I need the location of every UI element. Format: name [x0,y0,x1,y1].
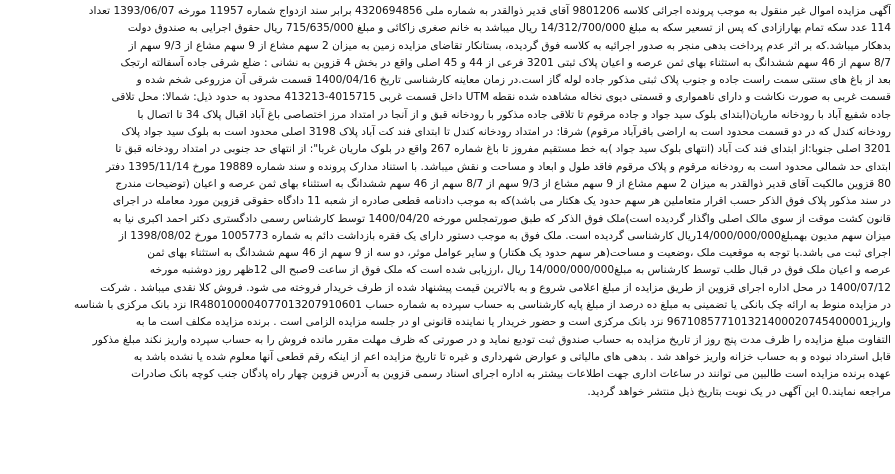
notice-line: در سند مذکور پلاک فوق الذکر حسب اقرار متعاملین هر سهم حدود یک هکتار می باشد)که به موجب دادنامه قطعی صادره از شعبه 11 دادگاه حقوقی قزوین مورد معامله در اجرای [112,195,891,208]
notice-line: 80 قزوین مالکیت آقای قدیر ذوالقدر به میزان 2 سهم مشاع از 9 سهم مشاع از 9/3 سهم از 8/7 سهم از 46 سهم ششدانگ به استثناء بهای ثمن عرصه و اعیان (توضیحات مندرج [115,177,891,190]
notice-line: 1400/07/12 در محل اداره اجرای قزوین از طریق مزایده از مبلغ اعلامی شروع و به بالاترین قیمت پیشنهاد شده از طرف خریدار فروخته می شود. فروش کلا نقدی میباشد . شرکت [100,281,891,294]
notice-line: 3201 اصلی جنوبا:از ابتدای فند کت آباد (انتهای بلوک سید جواد )به خط مستقیم مفروز تا باغ شماره 267 واقع در بلوک ماریان غربا": از انتهای حد جنوبی در امتداد رودخانه قبق تا [115,143,891,156]
notice-line: مراجعه نمایند.0 این آگهی در یک نوبت بتاریخ ذیل منتشر خواهد گردید. [587,385,891,398]
notice-line: واریز967108577101321400020745400001 نزد بانک مرکزی است و حضور خریدار یا نماینده قانونی او در جلسه مزایده الزامی است . برنده مزایده مکلف است ما به [135,316,891,329]
notice-line: قانون کشت موقت از سوی مالک اصلی واگذار گردیده است)ملک فوق الذکر که طبق صورتمجلس مورخه 1400/04/20 توسط کارشناس رسمی دادگستری دکتر احمد اکبری نیا به [112,212,891,225]
notice-line: بدهکار میباشد.که بر اثر عدم پرداخت بدهی منجر به صدور اجرائیه به کلاسه فوق گردیده، بستانکار تقاضای مزایده زمین به میزان 2 سهم مشاع از 9 سهم مشاع از 9/3 سهم از [128,39,891,52]
auction-notice-document [4,3,891,468]
notice-line: عهده برنده مزایده است طالبین می توانند در ساعات اداری جهت اطلاعات بیشتر به اداره اجرای اسناد رسمی قزوین به آدرس قزوین چهار راه پادگان جنب کوچه بانک صادرات [131,368,891,381]
notice-line: 8/7 سهم از 46 سهم ششدانگ به استثناء بهای ثمن عرصه و اعیان پلاک ثبتی 3201 فرعی از 44 و 45 اصلی واقع در بخش 4 قزوین به نشانی : ضلع شرقی جاده آسفالته ارتجک [120,56,891,69]
notice-line: رودخانه کندل که در دو قسمت محدود است به اراضی باقرآباد مرقوم) شرقا: در امتداد رودخانه کندل تا ابتدای فند کت آباد پلاک 3198 اصلی محدود است به بلوک سید جواد پلاک [121,126,891,139]
notice-line: آگهی مزایده اموال غیر منقول به موجب پرونده اجرائی کلاسه 9801206 آقای قدیر ذوالقدر به شماره ملی 4320694856 برابر سند ازدواج شماره 11957 مورخه 1393/06/07 تعداد [88,5,891,17]
notice-line: عرصه و اعیان ملک فوق در قبال طلب توسط کارشناس به مبلغ14/000/000/000 ریال ،ارزیابی شده است که ملک فوق از ساعت 9صبح الی 12ظهر روز دوشنبه مورخه [149,264,891,277]
notice-line: جاده شفیع آباد با رودخانه ماریان(ابتدای بلوک سید جواد و جاده مرقوم تا تلاقی جاده مذکور با رودخانه قبق و از آنجا در امتداد مرز اختصاصی باغ آباد اقبال پلاک 34 تا اتصال با [137,108,891,121]
notice-line: قسمت غربی به صورت نکاشت و دارای ناهمواری و قسمتی دیوی نخاله مشاهده شده نقطه UTM داخل قسمت غربی 4015715-413213 محدود به حدود ذیل: شمالا: محل تلاقی [111,91,891,104]
notice-line: التفاوت مبلغ مزایده را ظرف مدت پنج روز از تاریخ مزایده به حساب صندوق ثبت تودیع نماید و در صورتی که ظرف مهلت مقرر مانده فروش را به حساب سپرده واریز نکند مبلغ مذکور [92,333,891,346]
notice-line: ابتدای حد شمالی محدود است به رودخانه مرقوم و پلاک مرقوم فاقد طول و ابعاد و مساحت و نقش میباشد. با استناد مدارک پرونده و سند شماره 19889 مورخ 1395/11/14 دفتر [106,160,891,173]
notice-line: 114 عدد سکه تمام بهارازادی که پس از تسعیر سکه به مبلغ 14/312/700/000 ریال میباشد به خانم صغری زاکائی و مبلغ 715/635/000 ریال حقوق اجرایی به صندوق دولت [127,22,891,35]
notice-line: قابل استرداد نبوده و به حساب خزانه واریز خواهد شد . بدهی های مالیاتی و عوارض شهرداری و غیره تا تاریخ مزایده اعم از اینکه رقم قطعی آنها معلوم شده یا نشده باشد به [133,350,891,363]
notice-line: بعد از باغ های سنتی سمت راست جاده و جنوب پلاک ثبتی مذکور جاده لوله گاز است.در زمان معاینه کارشناسی تاریخ 1400/04/16 قسمت شرقی آن مزروعی شخم شده و [136,74,891,87]
notice-line: میزان سهم مدیون بهمبلغ14/000/000/000ریال کارشناسی گردیده است. ملک فوق به موجب دستور دارای یک فقره بازداشت دائم به شماره 1005773 مورخ 1398/08/02 از [118,229,891,242]
notice-line: اجرای ثبت می باشد.با توجه به موقعیت ملک ،وضعیت و مساحت(هر سهم حدود یک هکتار) و سایر عوامل موثر، دو سه از 9 سهم از 46 سهم ششدانگ به استثناء بهای ثمن [147,247,891,260]
notice-line: در مزایده منوط به ارائه چک بانکی یا تضمینی به مبلغ ده درصد از مبلغ پایه کارشناسی به حساب سپرده به شماره حساب IR480100004077013207910601 نزد بانک مرکزی با شناسه [74,299,891,312]
